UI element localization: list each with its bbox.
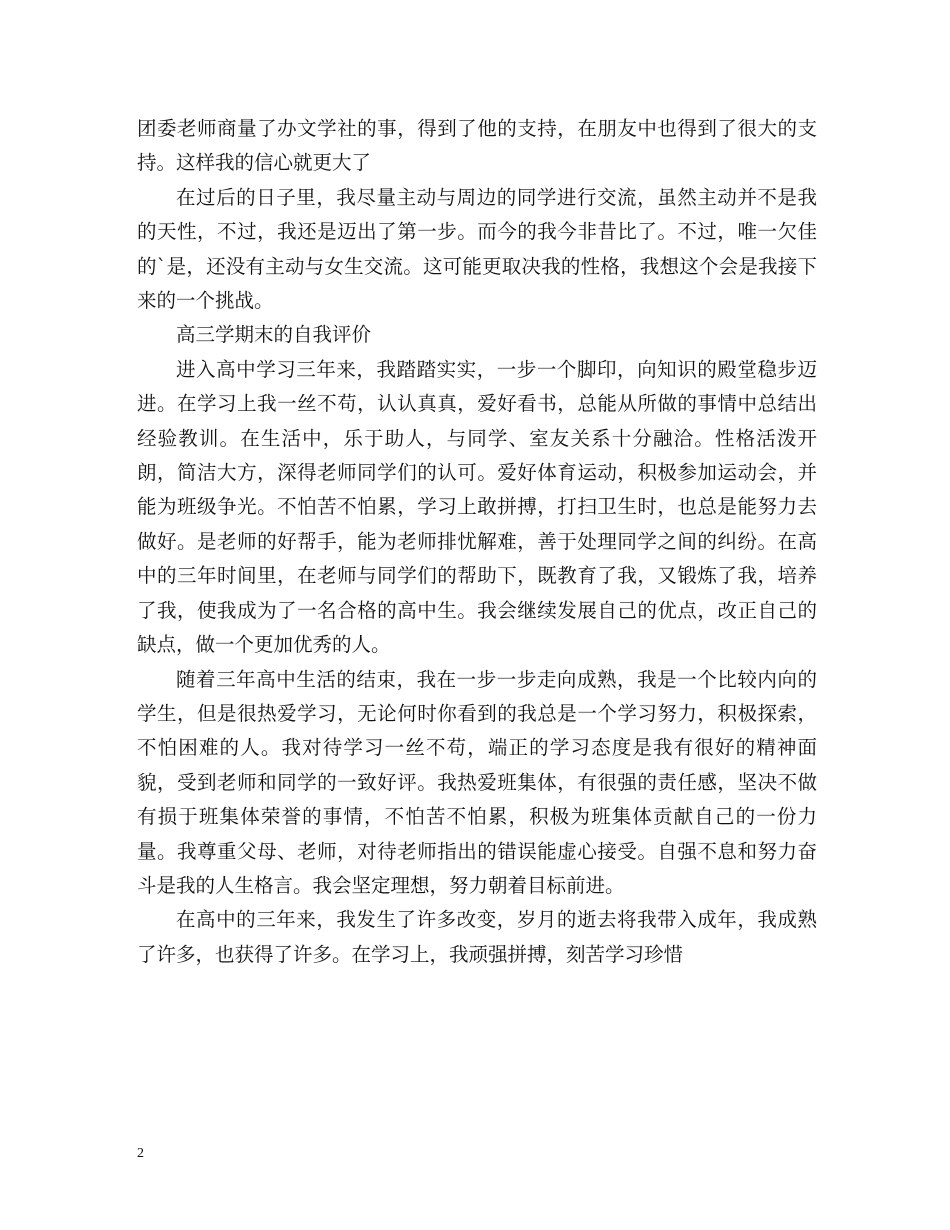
section-heading: 高三学期末的自我评价 xyxy=(176,323,372,347)
paragraph-2: 在过后的日子里，我尽量主动与周边的同学进行交流，虽然主动并不是我的天性，不过，我还是迈出了第一步。而今的我今非昔比了。不过，唯一欠佳的`是，还没有主动与女生交流。这可能更取决我的性格，我想这个会是我接下来的一个挑战。 xyxy=(137,185,817,313)
paragraph-1: 团委老师商量了办文学社的事，得到了他的支持，在朋友中也得到了很大的支持。这样我的信心就更大了 xyxy=(137,117,817,175)
paragraph-3: 进入高中学习三年来，我踏踏实实，一步一个脚印，向知识的殿堂稳步迈进。在学习上我一丝不苟，认认真真，爱好看书，总能从所做的事情中总结出经验教训。在生活中，乐于助人，与同学、室友关系十分融洽。性格活泼开朗，简洁大方，深得老师同学们的认可。爱好体育运动，积极参加运动会，并能为班级争光。不怕苦不怕累，学习上敢拼搏，打扫卫生时，也总是能努力去做好。是老师的好帮手，能为老师排忧解难，善于处理同学之间的纠纷。在高中的三年时间里，在老师与同学们的帮助下，既教育了我，又锻炼了我，培养了我，使我成为了一名合格的高中生。我会继续发展自己的优点，改正自己的缺点，做一个更加优秀的人。 xyxy=(137,357,817,657)
paragraph-4: 随着三年高中生活的结束，我在一步一步走向成熟，我是一个比较内向的学生，但是很热爱学习，无论何时你看到的我总是一个学习努力，积极探索，不怕困难的人。我对待学习一丝不苟，端正的学习态度是我有很好的精神面貌，受到老师和同学的一致好评。我热爱班集体，有很强的责任感，坚决不做有损于班集体荣誉的事情，不怕苦不怕累，积极为班集体贡献自己的一份力量。我尊重父母、老师，对待老师指出的错误能虚心接受。自强不息和努力奋斗是我的人生格言。我会坚定理想，努力朝着目标前进。 xyxy=(137,667,817,897)
paragraph-5: 在高中的三年来，我发生了许多改变，岁月的逝去将我带入成年，我成熟了许多，也获得了许多。在学习上，我顽强拼搏，刻苦学习珍惜 xyxy=(137,908,817,966)
document-body xyxy=(137,112,817,972)
page-number: 2 xyxy=(137,1146,144,1161)
